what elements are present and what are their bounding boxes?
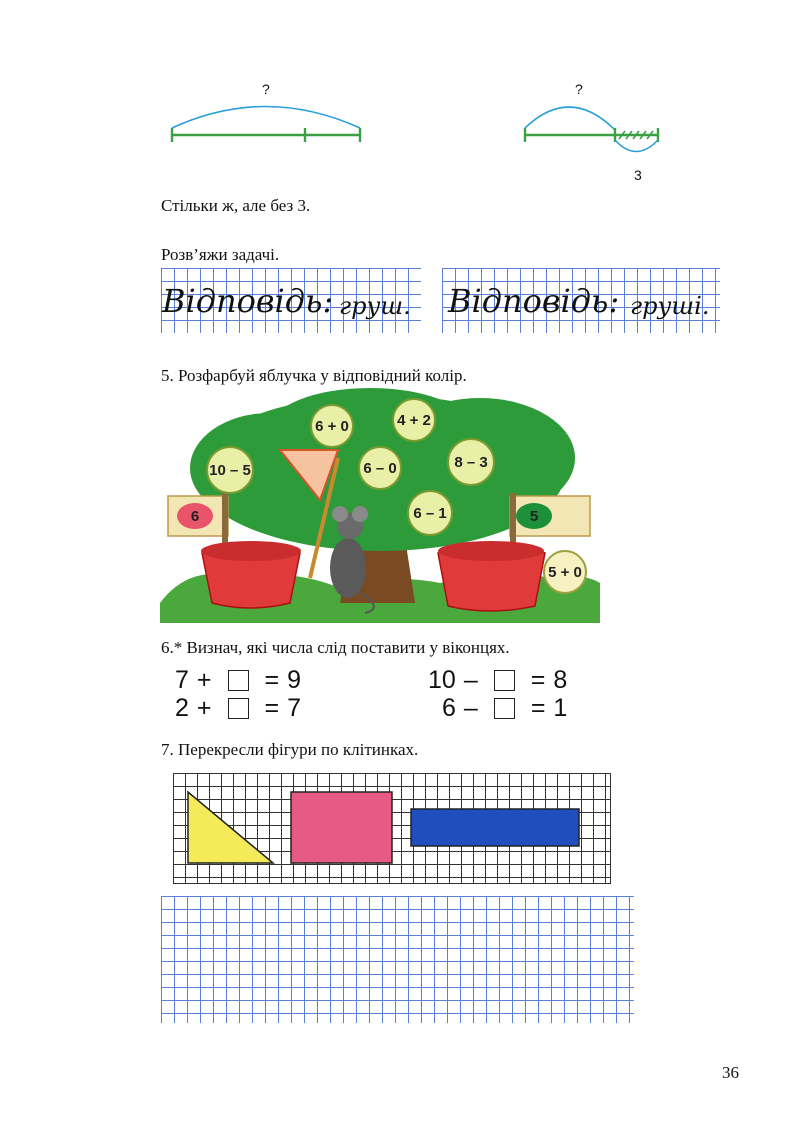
svg-text:5 + 0: 5 + 0 [548, 564, 582, 581]
page-number: 36 [722, 1063, 739, 1082]
answer-unit-right: груші. [630, 292, 710, 320]
drawing-grid[interactable] [161, 896, 634, 1023]
right-segment-diagram [515, 95, 675, 165]
svg-text:4 + 2: 4 + 2 [397, 412, 431, 429]
answer-grid-right[interactable] [442, 268, 720, 333]
apple-tree-illustration [160, 388, 600, 623]
answer-unit-left: груш. [339, 292, 411, 320]
equation-3: 10 – = 8 [428, 666, 568, 694]
left-basket [201, 541, 301, 608]
apple-8-minus-3[interactable] [448, 439, 494, 485]
task7-title: 7. Перекресли фігури по клітинках. [161, 740, 419, 759]
svg-text:6 – 0: 6 – 0 [363, 460, 397, 477]
answer-grid-left[interactable] [161, 268, 421, 333]
minus-label: 3 [634, 167, 642, 183]
svg-text:6 – 1: 6 – 1 [413, 505, 447, 522]
left-segment-diagram [160, 95, 375, 150]
left-sign-number: 6 [190, 508, 200, 525]
right-basket [438, 541, 545, 611]
apple-5-plus-0[interactable] [544, 551, 586, 593]
task6-title: 6.* Визнач, які числа слід поставити у віконцях. [161, 638, 510, 657]
shapes-grid[interactable] [173, 773, 611, 884]
apple-6-minus-0[interactable] [359, 447, 401, 489]
apple-6-minus-1[interactable] [408, 491, 452, 535]
left-question-mark: ? [262, 81, 270, 97]
answer-word-right: Відповідь: [448, 282, 620, 320]
apple-4-plus-2[interactable] [393, 399, 435, 441]
svg-text:8 – 3: 8 – 3 [454, 454, 488, 471]
task5-title: 5. Розфарбуй яблучка у відповідний колір. [161, 366, 467, 385]
answer-box-3[interactable] [494, 670, 515, 691]
equation-2: 2 + = 7 [175, 694, 302, 722]
note-text: Стільки ж, але без 3. [161, 196, 311, 215]
answer-box-4[interactable] [494, 698, 515, 719]
blue-rectangle [411, 809, 579, 846]
svg-text:10 – 5: 10 – 5 [209, 462, 251, 479]
answer-box-1[interactable] [228, 670, 249, 691]
right-sign-number: 5 [529, 508, 539, 525]
svg-text:6 + 0: 6 + 0 [315, 418, 349, 435]
right-question-mark: ? [575, 81, 583, 97]
equation-1: 7 + = 9 [175, 666, 302, 694]
answer-word-left: Відповідь: [162, 282, 334, 320]
answer-box-2[interactable] [228, 698, 249, 719]
yellow-triangle [188, 792, 273, 863]
task-solve-heading: Розв’яжи задачі. [161, 245, 280, 264]
apple-6-plus-0[interactable] [311, 405, 353, 447]
pink-square [291, 792, 392, 863]
equation-4: 6 – = 1 [442, 694, 568, 722]
apple-10-minus-5[interactable] [207, 447, 253, 493]
